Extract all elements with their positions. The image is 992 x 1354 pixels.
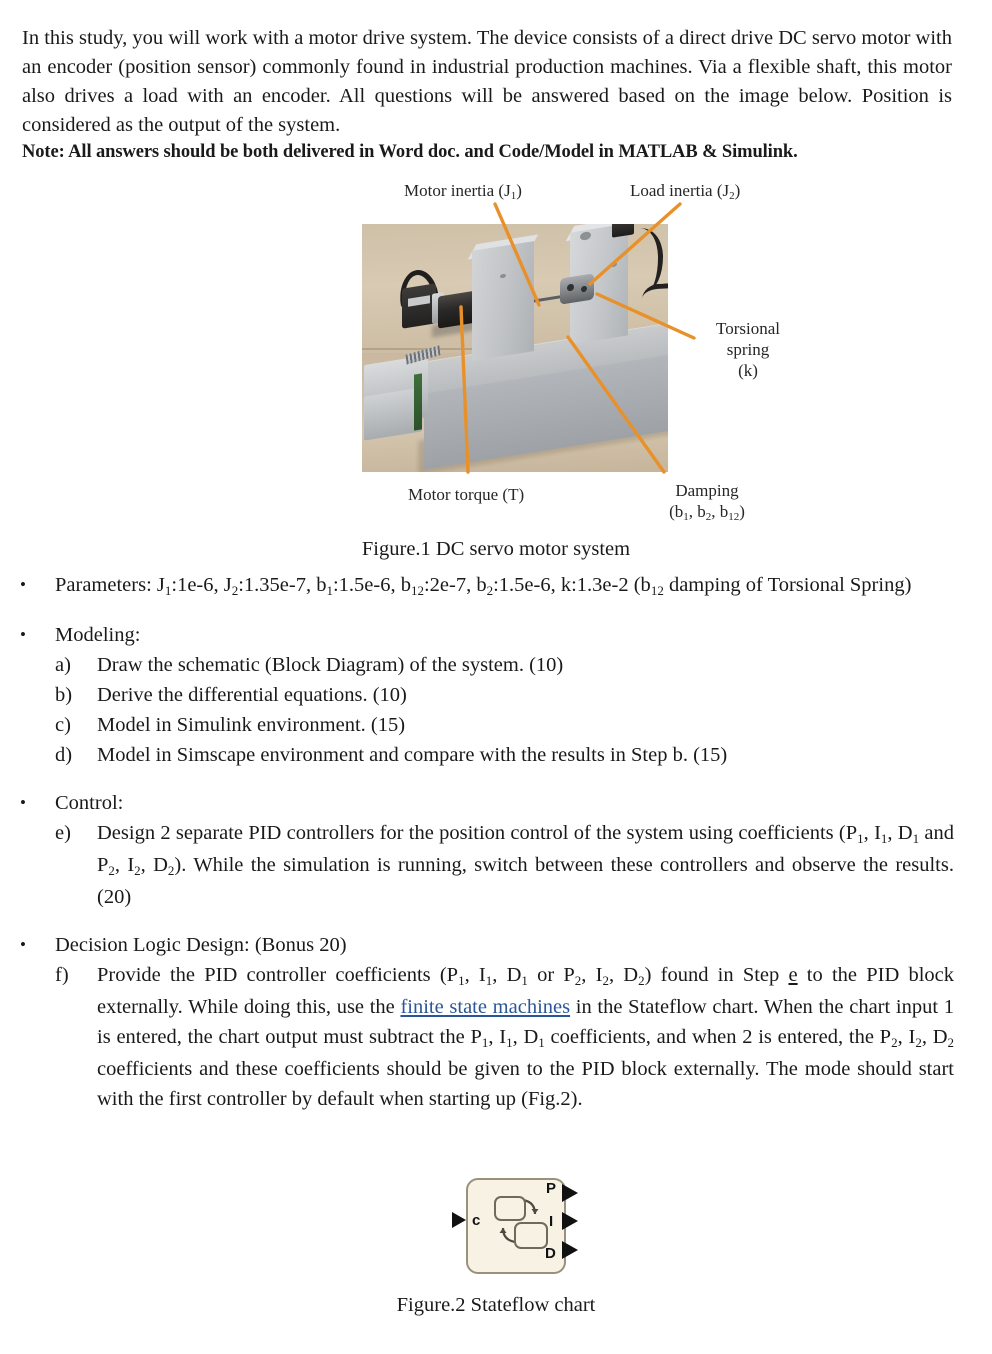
transition-arrowhead-forward xyxy=(532,1209,539,1214)
spacer-1 xyxy=(0,602,992,620)
damping-sub-b2: 2 xyxy=(705,511,712,523)
control-text-3: , D xyxy=(887,822,913,844)
item-text-d: Model in Simscape environment and compare with the results in Step b. (15) xyxy=(97,744,728,766)
spacer-3 xyxy=(0,912,992,930)
damping-sub-b12: 12 xyxy=(728,511,740,523)
item-text-a: Draw the schematic (Block Diagram) of the system. (10) xyxy=(97,654,564,676)
label-torsional-spring xyxy=(700,318,796,381)
figure-1-caption: Figure.1 DC servo motor system xyxy=(361,538,631,560)
step-e-underline: e xyxy=(788,964,798,986)
decision-sub-9: 1 xyxy=(538,1035,545,1050)
control-sub-5: 2 xyxy=(134,863,141,878)
decision-text-7: ) found in Step xyxy=(644,964,789,986)
decision-section xyxy=(0,930,992,1114)
control-sub-2: 1 xyxy=(880,831,888,846)
control-sub-4: 2 xyxy=(108,863,115,878)
bullet-marker: • xyxy=(20,793,26,812)
param-j2: $J_2:1.35e-7$, xyxy=(223,574,317,598)
note-line: Note: All answers should be both delivered in Word doc. and Code/Model in MATLAB & Simulink. xyxy=(22,142,798,162)
decision-text-11: , D xyxy=(512,1026,539,1048)
decision-item-f xyxy=(55,960,954,1114)
decision-sub-8: 1 xyxy=(506,1035,513,1050)
label-load-inertia xyxy=(630,180,740,204)
left-mounting-block xyxy=(472,241,534,361)
decision-sub-4: 2 xyxy=(574,973,582,988)
decision-items xyxy=(0,960,992,1114)
decision-sub-3: 1 xyxy=(521,973,528,988)
decision-text-10: , I xyxy=(488,1026,507,1048)
shaft-coupling xyxy=(560,273,594,304)
decision-sub-10: 2 xyxy=(891,1035,898,1050)
stateflow-output-label-i: I xyxy=(549,1213,554,1230)
control-section xyxy=(0,788,992,912)
decision-text-4: or P xyxy=(527,964,575,986)
decision-text-12: coefficients, and when 2 is entered, the P xyxy=(544,1026,892,1048)
decision-sub-11: 2 xyxy=(915,1035,922,1050)
item-marker-f: f) xyxy=(55,964,69,986)
motor-system-photo xyxy=(362,224,668,472)
control-text-6: , D xyxy=(140,854,168,876)
bullet-marker: • xyxy=(20,625,26,644)
decision-text-13: , I xyxy=(897,1026,916,1048)
decision-text-9: in the Stateflow chart. When the chart input 1 is entered, the chart output must subtract the P xyxy=(97,996,954,1048)
param-j1: $J_1:1e-6$, xyxy=(156,574,224,598)
control-item-e xyxy=(55,818,954,912)
stateflow-state-1 xyxy=(494,1196,526,1221)
param-b1: $b_1:1.5e-6$, xyxy=(316,574,401,598)
modeling-section xyxy=(0,620,992,770)
decision-text-6: , D xyxy=(608,964,639,986)
item-text-c: Model in Simulink environment. (15) xyxy=(97,714,406,736)
param-b12: $b_{12}:2e-7$, xyxy=(400,574,477,598)
item-marker-b: b) xyxy=(55,684,73,706)
decision-text-8: to the PID block externally. While doing this, use the xyxy=(97,964,954,1018)
decision-text-5: , I xyxy=(581,964,603,986)
control-sub-3: 1 xyxy=(912,831,920,846)
spacer-2 xyxy=(0,770,992,788)
stateflow-graphics xyxy=(0,1168,992,1284)
intro-paragraph: In this study, you will work with a motor drive system. The device consists of a direct drive DC servo motor with an encoder (position sensor) commonly found in industrial production machines. Via a flexible shaft, this motor also drives a load with an encoder. All questions will be answered based on the image below. Position is considered as the output of the system. xyxy=(22,27,952,136)
output-port-arrow-i xyxy=(562,1212,578,1230)
parameters-prefix: Parameters: xyxy=(55,574,157,596)
decision-text-3: , D xyxy=(492,964,522,986)
decision-text-14: , D xyxy=(921,1026,948,1048)
label-torsional-line1: Torsional xyxy=(716,319,780,338)
label-damping xyxy=(655,480,759,525)
param-note: ($b_{12}$ damping of Torsional Spring) xyxy=(633,574,912,598)
parameters-text xyxy=(55,570,954,602)
parameters-section xyxy=(0,570,992,602)
item-marker-a: a) xyxy=(55,654,71,676)
decision-heading: Decision Logic Design: (Bonus 20) xyxy=(55,934,347,956)
item-marker-c: c) xyxy=(55,714,71,736)
label-motor-torque: Motor torque (T) xyxy=(408,485,525,504)
label-damping-line2: ($b_1$, $b_2$, $b_{12}$) xyxy=(669,502,745,523)
bullet-marker: • xyxy=(20,935,26,954)
label-load-inertia-text: Load inertia (J xyxy=(630,181,730,200)
item-marker-e: e) xyxy=(55,822,71,844)
decision-sub-12: 2 xyxy=(947,1035,955,1050)
decision-sub-6: 2 xyxy=(638,973,645,988)
modeling-items xyxy=(0,650,992,770)
control-text-2: , I xyxy=(863,822,881,844)
control-text-7: ). While the simulation is running, switch between these controllers and observe the results. (20) xyxy=(97,854,954,908)
modeling-item-c xyxy=(55,710,954,740)
figure-2 xyxy=(0,1168,992,1284)
transition-arrowhead-back xyxy=(500,1228,507,1233)
decision-text-2: , I xyxy=(464,964,486,986)
green-connector-strip xyxy=(414,373,422,430)
control-text-4: and P xyxy=(97,822,954,876)
bullet-marker: • xyxy=(20,575,26,594)
item-marker-d: d) xyxy=(55,744,73,766)
content-list xyxy=(0,570,992,1114)
label-damping-line1: Damping xyxy=(675,481,739,500)
modeling-heading: Modeling: xyxy=(55,624,141,646)
output-port-arrow-p xyxy=(562,1184,578,1202)
control-items xyxy=(0,818,992,912)
item-text-b: Derive the differential equations. (10) xyxy=(97,684,407,706)
label-load-inertia-sub: 2 xyxy=(729,190,735,202)
label-load-inertia-end: ) xyxy=(734,181,741,200)
modeling-item-d xyxy=(55,740,954,770)
figure-1 xyxy=(0,172,992,562)
param-k: k:1.3e-2 xyxy=(560,574,634,596)
control-text-5: , I xyxy=(114,854,135,876)
decision-sub-7: 1 xyxy=(481,1035,489,1050)
decision-sub-2: 1 xyxy=(485,973,493,988)
stateflow-state-2 xyxy=(514,1222,548,1249)
output-port-arrow-d xyxy=(562,1241,578,1259)
finite-state-machines-link[interactable]: finite state machines xyxy=(400,996,571,1018)
stateflow-input-label: c xyxy=(472,1212,481,1229)
modeling-item-b xyxy=(55,680,954,710)
modeling-item-a xyxy=(55,650,954,680)
control-sub-6: 2 xyxy=(167,863,175,878)
param-b2: $b_2:1.5e-6$, xyxy=(476,574,561,598)
label-motor-inertia-sub: 1 xyxy=(510,190,517,202)
input-port-arrow xyxy=(452,1212,466,1228)
control-sub-1: 1 xyxy=(857,831,864,846)
damping-sub-b1: 1 xyxy=(683,511,689,523)
label-motor-inertia-end: ) xyxy=(516,181,522,200)
label-motor-inertia xyxy=(404,180,522,204)
control-text-1: Design 2 separate PID controllers for the position control of the system using coefficients (P xyxy=(97,822,858,844)
label-torsional-line3: (k) xyxy=(738,361,758,380)
decision-sub-5: 2 xyxy=(602,973,609,988)
label-motor-inertia-text: Motor inertia (J xyxy=(404,181,511,200)
figure-2-caption: Figure.2 Stateflow chart xyxy=(396,1294,596,1316)
control-heading: Control: xyxy=(55,792,124,814)
stateflow-output-label-p: P xyxy=(546,1180,557,1197)
decision-text-15: coefficients and these coefficients should be given to the PID block externally. The mode should start with the first controller by default when starting up (Fig.2). xyxy=(97,1058,954,1110)
decision-sub-1: 1 xyxy=(458,973,465,988)
decision-text-1: Provide the PID controller coefficients (P xyxy=(97,964,459,986)
stateflow-output-label-d: D xyxy=(545,1245,556,1262)
label-torsional-line2: spring xyxy=(726,340,770,359)
